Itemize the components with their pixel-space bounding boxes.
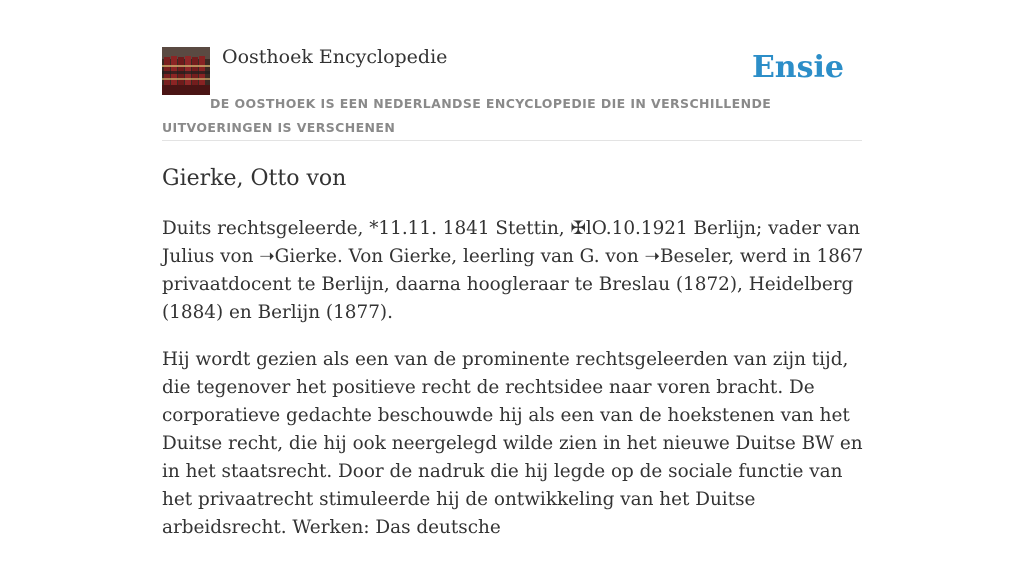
avatar[interactable] [162,47,210,95]
site-header [162,40,862,141]
entry-content [162,163,868,561]
encyclopedia-books-icon [162,47,210,95]
brand-logo[interactable]: Ensie [751,50,844,85]
site-title[interactable]: Oosthoek Encyclopedie [222,46,448,68]
site-tagline: DE OOSTHOEK IS EEN NEDERLANDSE ENCYCLOPEDIE DIE IN VERSCHILLENDE UITVOERINGEN IS VERSCHENEN [162,96,772,135]
entry-paragraph: Hij wordt gezien als een van de prominente rechtsgeleerden van zijn tijd, die tegenover het positieve recht de rechtsidee naar voren bracht. De corporatieve gedachte beschouwde hij als een van de hoekstenen van het Duitse recht, die hij ook neergelegd wilde zien in het nieuwe Duitse BW en in het staatsrecht. Door de nadruk die hij legde op de sociale functie van het privaatrecht stimuleerde hij de ontwikkeling van het Duitse arbeidsrecht. Werken: Das deutsche [162,349,863,538]
entry-paragraph: Duits rechtsgeleerde, *11.11. 1841 Stettin, ✠lO.10.1921 Berlijn; vader van Julius von ➝Gierke. Von Gierke, leerling van G. von ➝Beseler, werd in 1867 privaatdocent te Berlijn, daarna hoogleraar te Breslau (1872), Heidelberg (1884) en Berlijn (1877). [162,218,864,323]
entry-title: Gierke, Otto von [162,166,347,191]
